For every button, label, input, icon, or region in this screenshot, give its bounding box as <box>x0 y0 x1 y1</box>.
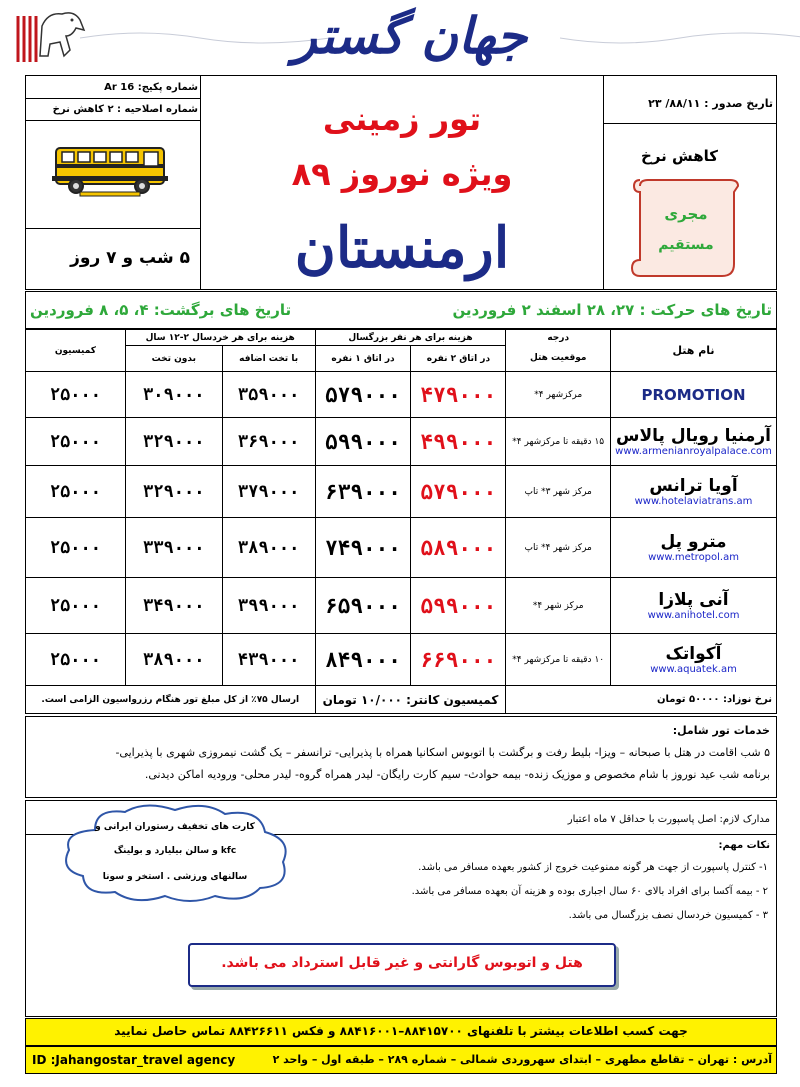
table-row <box>26 518 777 578</box>
services-title: خدمات تور شامل: <box>672 724 770 737</box>
price-extra-bed: ۳۵۹۰۰۰ <box>222 372 315 418</box>
divider <box>25 228 201 229</box>
package-number: شماره پکیج: Ar 16 <box>104 82 198 93</box>
required-documents: مدارک لازم: اصل پاسپورت با حداقل ۷ ماه اعتبار <box>567 814 770 825</box>
price-single: ۵۷۹۰۰۰ <box>315 372 411 418</box>
price-twin: ۴۷۹۰۰۰ <box>411 372 506 418</box>
price-extra-bed: ۴۳۹۰۰۰ <box>222 634 315 686</box>
price-extra-bed: ۳۹۹۰۰۰ <box>222 578 315 634</box>
table-row <box>26 372 777 418</box>
cloud-line-3: سالنهای ورزشی . استخر و سونا <box>102 872 248 882</box>
hotel-cell <box>611 372 777 418</box>
hotel-url[interactable]: www.anihotel.com <box>647 610 740 621</box>
scroll-badge <box>630 178 742 280</box>
contact-phones: جهت کسب اطلاعات بیشتر با تلفنهای ۸۸۴۱۵۷۰۰–۸۸۴۱۶۰۰۱ و فکس ۸۸۴۲۶۶۱۱ تماس حاصل نمایید <box>114 1024 688 1038</box>
cloud-line-1: کارت های تخفیف رستوران ایرانی و <box>95 822 255 832</box>
table-header-row <box>26 330 777 346</box>
hotel-name: آکواتک <box>665 644 722 664</box>
price-no-bed: ۳۸۹۰۰۰ <box>125 634 222 686</box>
price-no-bed: ۳۲۹۰۰۰ <box>125 466 222 518</box>
price-table <box>25 329 777 714</box>
hotel-grade: مرکزشهر ۴* <box>506 372 611 418</box>
table-row <box>26 466 777 518</box>
counter-commission: کمیسیون کانتر: ۱۰/۰۰۰ تومان <box>315 686 506 714</box>
price-single: ۵۹۹۰۰۰ <box>315 418 411 466</box>
commission-value: ۲۵۰۰۰ <box>26 518 126 578</box>
infant-rate: نرخ نوزاد: ۵۰۰۰۰ تومان <box>506 686 777 714</box>
price-twin: ۶۶۹۰۰۰ <box>411 634 506 686</box>
header-hotel: نام هتل <box>611 330 777 372</box>
commission-value: ۲۵۰۰۰ <box>26 578 126 634</box>
divider <box>25 98 201 99</box>
price-single: ۷۴۹۰۰۰ <box>315 518 411 578</box>
tour-duration: ۵ شب و ۷ روز <box>70 248 190 268</box>
hotel-cell <box>611 518 777 578</box>
table-row <box>26 578 777 634</box>
hotel-name: آویا ترانس <box>649 476 738 496</box>
price-no-bed: ۳۳۹۰۰۰ <box>125 518 222 578</box>
note-3: ۳ - کمیسیون خردسال نصف بزرگسال می باشد. <box>568 910 768 921</box>
lion-logo <box>14 6 86 62</box>
hotel-cell <box>611 466 777 518</box>
commission-value: ۲۵۰۰۰ <box>26 466 126 518</box>
price-extra-bed: ۳۷۹۰۰۰ <box>222 466 315 518</box>
rate-reduction-label: کاهش نرخ <box>641 147 718 165</box>
header-single-room: در اتاق ۱ نفره <box>315 346 411 372</box>
hotel-grade: مرکز شهر ۳* تاپ <box>506 466 611 518</box>
issue-date: تاریخ صدور : ۸۸/۱۱/ ۲۳ <box>648 97 773 110</box>
price-single: ۶۳۹۰۰۰ <box>315 466 411 518</box>
price-twin: ۴۹۹۰۰۰ <box>411 418 506 466</box>
services-line-1: ۵ شب اقامت در هتل با صبحانه – ویزا- بلیط رفت و برگشت با اتوبوس اسکانیا همراه با پذیرایی- ترانسفر – یک گشت نیمروزی شهری با پذیرایی- <box>115 746 770 759</box>
notes-title: نکات مهم: <box>718 840 770 851</box>
price-extra-bed: ۳۶۹۰۰۰ <box>222 418 315 466</box>
hotel-cell <box>611 634 777 686</box>
price-twin: ۵۷۹۰۰۰ <box>411 466 506 518</box>
note-1: ۱- کنترل پاسپورت از جهت هر گونه ممنوعیت خروج از کشور بعهده مسافر می باشد. <box>418 862 768 873</box>
price-twin: ۵۸۹۰۰۰ <box>411 518 506 578</box>
tour-type-title: تور زمینی <box>322 100 482 138</box>
address-text: آدرس : تهران – تقاطع مطهری – ابتدای سهروردی شمالی – شماره ۲۸۹ – طبقه اول – واحد ۲ <box>272 1053 772 1066</box>
price-twin: ۵۹۹۰۰۰ <box>411 578 506 634</box>
hotel-url[interactable]: www.armenianroyalpalace.com <box>615 446 772 457</box>
divider <box>603 123 777 124</box>
price-no-bed: ۳۲۹۰۰۰ <box>125 418 222 466</box>
hotel-url[interactable]: www.hotelaviatrans.am <box>634 496 753 507</box>
header-adult-cost: هزینه برای هر نفر بزرگسال <box>315 330 506 346</box>
hotel-cell <box>611 418 777 466</box>
header-commission: کمیسیون <box>26 330 126 372</box>
guarantee-text: هتل و اتوبوس گارانتی و غیر قابل استرداد می باشد. <box>221 955 583 971</box>
commission-value: ۲۵۰۰۰ <box>26 372 126 418</box>
hotel-grade: ۱۰ دقیقه تا مرکزشهر ۴* <box>506 634 611 686</box>
return-dates: تاریخ های برگشت: ۴، ۵، ۸ فروردین <box>30 301 292 319</box>
price-no-bed: ۳۴۹۰۰۰ <box>125 578 222 634</box>
hotel-grade: ۱۵ دقیقه تا مرکزشهر ۴* <box>506 418 611 466</box>
price-extra-bed: ۳۸۹۰۰۰ <box>222 518 315 578</box>
hotel-url[interactable]: www.aquatek.am <box>650 664 737 675</box>
hotel-url[interactable]: www.metropol.am <box>648 552 739 563</box>
brand-title: جهان گستر <box>292 6 528 65</box>
hotel-cell <box>611 578 777 634</box>
commission-value: ۲۵۰۰۰ <box>26 634 126 686</box>
services-line-2: برنامه شب عید نوروز با شام مخصوص و موزیک زنده- بیمه حوادث- سیم کارت رایگان- لیدر همراه گروه- لیدر محلی- ورودیه اماکن دیدنی. <box>144 768 770 781</box>
table-row <box>26 418 777 466</box>
hotel-name: PROMOTION <box>641 385 746 404</box>
header-twin-room: در اتاق ۲ نفره <box>411 346 506 372</box>
header-no-bed: بدون تخت <box>125 346 222 372</box>
deposit-note: ارسال ۷۵٪ از کل مبلغ تور هنگام رزرواسیون الزامی است. <box>26 686 316 714</box>
hotel-name: مترو پل <box>660 532 727 552</box>
executor-label-2: مستقیم <box>658 237 714 253</box>
bus-icon <box>50 140 170 200</box>
hotel-name: آرمنیا رویال پالاس <box>616 426 772 446</box>
executor-label-1: مجری <box>664 205 708 223</box>
hotel-grade: مرکز شهر ۴* <box>506 578 611 634</box>
header-location: موقعیت هتل <box>506 346 611 372</box>
hotel-name: آنی پلازا <box>658 590 729 610</box>
price-single: ۸۴۹۰۰۰ <box>315 634 411 686</box>
header-grade: درجه <box>506 330 611 346</box>
header-child-cost: هزینه برای هر خردسال ۲-۱۲ سال <box>125 330 315 346</box>
agency-id: ID :Jahangostar_travel agency <box>32 1053 236 1067</box>
commission-value: ۲۵۰۰۰ <box>26 418 126 466</box>
destination-title: ارمنستان <box>294 215 510 281</box>
price-single: ۶۵۹۰۰۰ <box>315 578 411 634</box>
nowruz-title: ویژه نوروز ۸۹ <box>291 155 513 193</box>
cloud-line-2: kfc و سالن بیلیارد و بولینگ <box>113 846 237 856</box>
hotel-grade: مرکز شهر ۴* تاپ <box>506 518 611 578</box>
departure-dates: تاریخ های حرکت : ۲۷، ۲۸ اسفند ۲ فروردین <box>452 301 772 319</box>
revision-number: شماره اصلاحیه : ۲ کاهش نرخ <box>52 104 198 115</box>
header-extra-bed: با تخت اضافه <box>222 346 315 372</box>
footer-row <box>26 686 777 714</box>
divider <box>25 120 201 121</box>
price-no-bed: ۳۰۹۰۰۰ <box>125 372 222 418</box>
note-2: ۲ - بیمه آکسا برای افراد بالای ۶۰ سال اجباری بوده و هزینه آن بعهده مسافر می باشد. <box>411 886 768 897</box>
table-row <box>26 634 777 686</box>
